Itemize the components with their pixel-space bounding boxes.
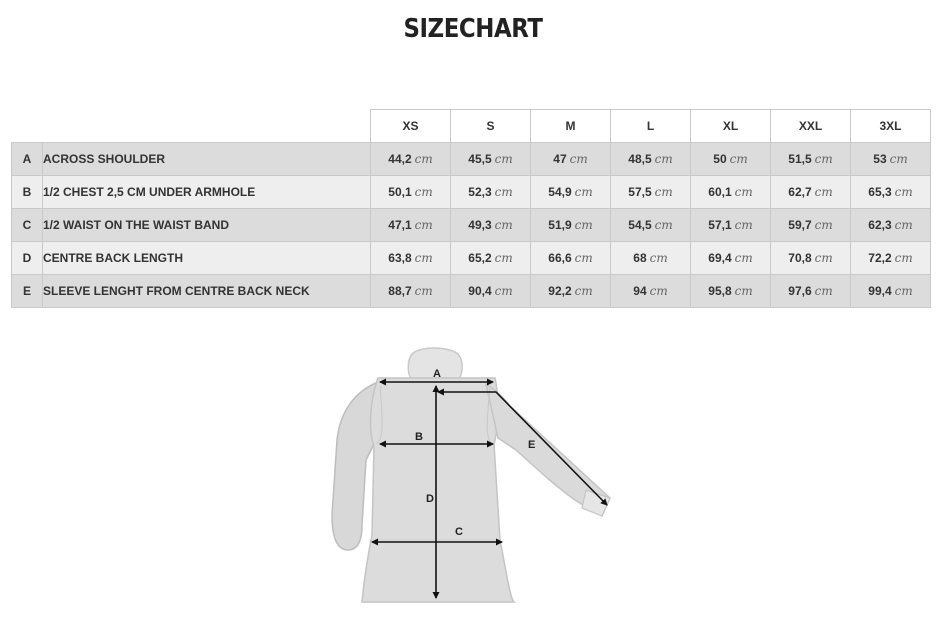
measure-value: 92,2 cm bbox=[531, 275, 611, 308]
size-header: XXL bbox=[771, 110, 851, 143]
size-header: L bbox=[611, 110, 691, 143]
measure-label: SLEEVE LENGHT FROM CENTRE BACK NECK bbox=[43, 275, 371, 308]
measure-label: ACROSS SHOULDER bbox=[43, 143, 371, 176]
measure-value: 95,8 cm bbox=[691, 275, 771, 308]
measure-letter: C bbox=[12, 209, 43, 242]
jacket-measurement-diagram bbox=[320, 340, 630, 610]
measure-value: 52,3 cm bbox=[451, 176, 531, 209]
measure-value: 59,7 cm bbox=[771, 209, 851, 242]
measure-value: 57,1 cm bbox=[691, 209, 771, 242]
measure-value: 49,3 cm bbox=[451, 209, 531, 242]
size-header: S bbox=[451, 110, 531, 143]
measure-value: 60,1 cm bbox=[691, 176, 771, 209]
size-chart-table bbox=[11, 109, 931, 308]
measure-value: 51,5 cm bbox=[771, 143, 851, 176]
measure-value: 54,5 cm bbox=[611, 209, 691, 242]
measure-value: 51,9 cm bbox=[531, 209, 611, 242]
measure-value: 53 cm bbox=[851, 143, 931, 176]
measure-value: 50 cm bbox=[691, 143, 771, 176]
measure-value: 99,4 cm bbox=[851, 275, 931, 308]
measure-label: 1/2 WAIST ON THE WAIST BAND bbox=[43, 209, 371, 242]
measure-letter: E bbox=[12, 275, 43, 308]
measure-letter: D bbox=[12, 242, 43, 275]
table-row bbox=[12, 242, 931, 275]
measure-value: 69,4 cm bbox=[691, 242, 771, 275]
size-header: 3XL bbox=[851, 110, 931, 143]
measure-value: 68 cm bbox=[611, 242, 691, 275]
measure-letter: B bbox=[12, 176, 43, 209]
measure-value: 90,4 cm bbox=[451, 275, 531, 308]
measure-value: 47,1 cm bbox=[371, 209, 451, 242]
table-row bbox=[12, 275, 931, 308]
diagram-label-c: C bbox=[455, 526, 463, 538]
diagram-label-a: A bbox=[433, 368, 441, 380]
jacket-silhouette bbox=[332, 348, 610, 602]
measure-value: 65,2 cm bbox=[451, 242, 531, 275]
size-header: XS bbox=[371, 110, 451, 143]
page-title: SIZECHART bbox=[403, 14, 543, 44]
diagram-label-b: B bbox=[415, 431, 423, 443]
diagram-label-d: D bbox=[426, 493, 434, 505]
measure-value: 63,8 cm bbox=[371, 242, 451, 275]
measure-letter: A bbox=[12, 143, 43, 176]
measure-value: 48,5 cm bbox=[611, 143, 691, 176]
measure-value: 54,9 cm bbox=[531, 176, 611, 209]
size-header: M bbox=[531, 110, 611, 143]
measure-label: 1/2 CHEST 2,5 CM UNDER ARMHOLE bbox=[43, 176, 371, 209]
measure-value: 65,3 cm bbox=[851, 176, 931, 209]
measure-value: 62,3 cm bbox=[851, 209, 931, 242]
header-blank-cell bbox=[12, 110, 371, 143]
measure-value: 62,7 cm bbox=[771, 176, 851, 209]
size-header: XL bbox=[691, 110, 771, 143]
measure-value: 66,6 cm bbox=[531, 242, 611, 275]
table-header-row bbox=[12, 110, 931, 143]
measure-value: 47 cm bbox=[531, 143, 611, 176]
measure-value: 44,2 cm bbox=[371, 143, 451, 176]
measure-value: 94 cm bbox=[611, 275, 691, 308]
measure-value: 72,2 cm bbox=[851, 242, 931, 275]
table-row bbox=[12, 143, 931, 176]
diagram-label-e: E bbox=[528, 439, 536, 451]
measure-label: CENTRE BACK LENGTH bbox=[43, 242, 371, 275]
measure-value: 57,5 cm bbox=[611, 176, 691, 209]
table-row bbox=[12, 209, 931, 242]
measure-value: 97,6 cm bbox=[771, 275, 851, 308]
measure-value: 45,5 cm bbox=[451, 143, 531, 176]
measure-value: 70,8 cm bbox=[771, 242, 851, 275]
measure-value: 50,1 cm bbox=[371, 176, 451, 209]
measure-value: 88,7 cm bbox=[371, 275, 451, 308]
table-row bbox=[12, 176, 931, 209]
